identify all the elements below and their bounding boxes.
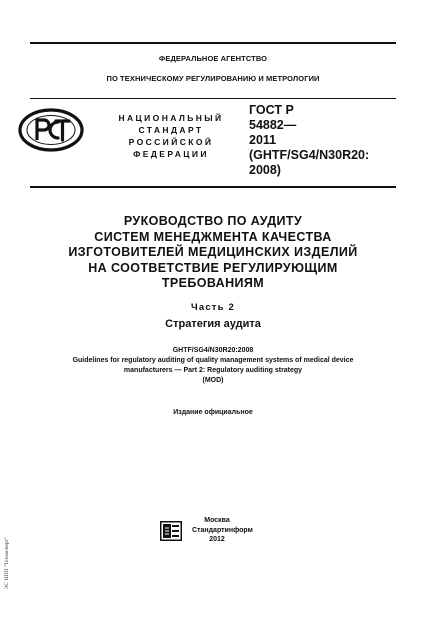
standard-code-line-3: 2011	[249, 133, 277, 147]
international-reference	[30, 346, 396, 386]
document-title-line-5: ТРЕБОВАНИЯМ	[161, 276, 265, 290]
standard-label-line-4: ФЕДЕРАЦИИ	[133, 149, 209, 159]
agency-name-line-1: ФЕДЕРАЛЬНОЕ АГЕНТСТВО	[158, 54, 268, 63]
international-reference-title-2: manufacturers — Part 2: Regulatory auditing strategy	[123, 367, 303, 374]
standard-label-line-1: НАЦИОНАЛЬНЫЙ	[118, 113, 224, 123]
standard-code-line-4: (GHTF/SG4/N30R20:	[249, 148, 370, 162]
title-divider	[30, 186, 396, 188]
publisher-logo-icon	[160, 521, 182, 541]
publisher-city: Москва	[204, 517, 230, 524]
international-reference-code: GHTF/SG4/N30R20:2008	[172, 347, 254, 354]
publication-year: 2012	[209, 536, 225, 543]
vertical-side-note: ЭС НПП "Техэксперт"	[4, 536, 10, 590]
international-reference-title-1: Guidelines for regulatory auditing of quality management systems of medical device	[72, 357, 354, 364]
document-title-line-1: РУКОВОДСТВО ПО АУДИТУ	[123, 214, 303, 228]
standard-code	[249, 103, 399, 178]
publisher-name: Стандартинформ	[192, 526, 253, 534]
document-title-line-4: НА СООТВЕТСТВИЕ РЕГУЛИРУЮЩИМ	[88, 260, 338, 275]
document-title-line-2: СИСТЕМ МЕНЕДЖМЕНТА КАЧЕСТВА	[94, 229, 332, 244]
standard-code-line-1: ГОСТ Р	[249, 103, 294, 117]
standard-code-line-2: 54882—	[249, 118, 297, 132]
part-number: Часть 2	[190, 302, 236, 313]
standard-label-line-2: СТАНДАРТ	[138, 125, 204, 135]
document-subtitle: Стратегия аудита	[165, 318, 261, 330]
header-divider	[30, 98, 396, 99]
publisher-block	[192, 516, 253, 545]
official-edition-label: Издание официальное	[173, 409, 253, 416]
top-divider	[30, 42, 396, 44]
standard-code-line-5: 2008)	[249, 163, 281, 177]
standard-label-line-3: РОССИЙСКОЙ	[128, 137, 214, 147]
document-title	[30, 214, 396, 292]
standard-label	[110, 112, 232, 160]
agency-name-line-2: ПО ТЕХНИЧЕСКОМУ РЕГУЛИРОВАНИЮ И МЕТРОЛОГИИ	[106, 74, 320, 83]
international-reference-mod: (MOD)	[202, 377, 224, 384]
document-title-line-3: ИЗГОТОВИТЕЛЕЙ МЕДИЦИНСКИХ ИЗДЕЛИЙ	[68, 245, 358, 259]
rst-certification-mark-icon	[18, 108, 84, 152]
